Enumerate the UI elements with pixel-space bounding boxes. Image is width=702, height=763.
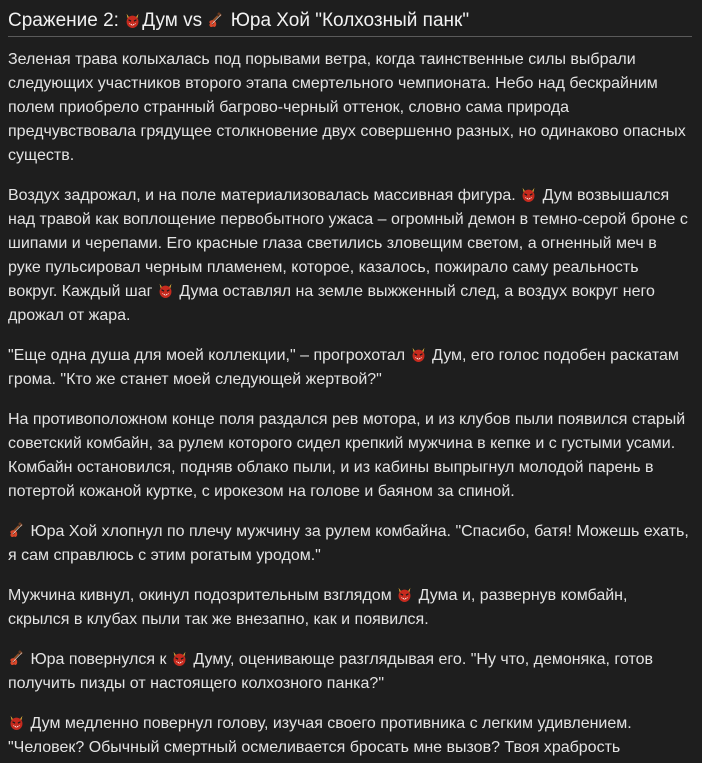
paragraph-8 (8, 712, 692, 760)
paragraph-3-part-2: Дум, его голос подобен раскатам грома. "Кто же станет моей следующей жертвой?" (8, 347, 679, 388)
paragraph-5-part-1: Юра Хой хлопнул по плечу мужчину за рулем комбайна. "Спасибо, батя! Можешь ехать, я сам справлюсь с этим рогатым уродом." (8, 523, 689, 564)
guitar-icon (207, 12, 224, 29)
paragraph-2-part-2: Дум возвышался над травой как воплощение первобытного ужаса – огромный демон в темно-серой броне с шипами и черепами. Его красные глаза светились зловещим светом, а огненный меч в руке пульсировал черным пламенем, которое, казалось, пожирало саму реальность вокруг. Каждый шаг (8, 187, 688, 300)
devil-face-icon (396, 586, 413, 603)
devil-face-icon (124, 12, 141, 29)
paragraph-6-part-1: Мужчина кивнул, окинул подозрительным взглядом (8, 587, 397, 604)
devil-face-icon (410, 346, 427, 363)
devil-face-icon (171, 650, 188, 667)
story-content (8, 37, 692, 760)
paragraph-7-part-2: Думу, оценивающе разглядывая его. "Ну что, демоняка, готов получить пизды от настоящего колхозного панка?" (8, 651, 654, 692)
paragraph-5 (8, 520, 692, 568)
guitar-icon (8, 522, 25, 539)
paragraph-7-part-1: Юра повернулся к (26, 651, 171, 668)
heading-prefix: Сражение 2: (8, 10, 125, 31)
devil-face-icon (520, 186, 537, 203)
devil-face-icon (157, 282, 174, 299)
paragraph-4: На противоположном конце поля раздался рев мотора, и из клубов пыли появился старый советский комбайн, за рулем которого сидел крепкий мужчина в кепке и с густыми усами. Комбайн остановился, подняв облако пыли, и из кабины выпрыгнул молодой парень в потертой кожаной куртке, с ирокезом на голове и баяном за спиной. (8, 411, 686, 500)
paragraph-6-part-2: Дума и, развернув комбайн, скрылся в клубах пыли так же внезапно, как и появился. (8, 587, 628, 628)
heading-fighter1: Дум (142, 10, 178, 31)
devil-face-icon (8, 714, 25, 731)
paragraph-2-part-3: Дума оставлял на земле выжженный след, а воздух вокруг него дрожал от жара. (8, 283, 655, 324)
paragraph-2-part-1: Воздух задрожал, и на поле материализовалась массивная фигура. (8, 187, 521, 204)
paragraph-3 (8, 344, 692, 392)
paragraph-6 (8, 584, 692, 632)
paragraph-2 (8, 184, 692, 328)
heading-vs: vs (177, 10, 208, 31)
guitar-icon (8, 650, 25, 667)
paragraph-8-part-1: Дум медленно повернул голову, изучая своего противника с легким удивлением. "Человек? Обычный смертный осмеливается бросать мне вызов? Твоя храбрость (8, 715, 632, 756)
paragraph-3-part-1: "Еще одна душа для моей коллекции," – прогрохотал (8, 347, 410, 364)
heading-fighter2: Юра Хой "Колхозный панк" (225, 10, 470, 31)
paragraph-1: Зеленая трава колыхалась под порывами ветра, когда таинственные силы выбрали следующих участников второго этапа смертельного чемпионата. Небо над бескрайним полем приобрело странный багрово-черный оттенок, словно сама природа предчувствовала грядущее столкновение двух совершенно разных, но одинаково опасных существ. (8, 51, 686, 164)
paragraph-7 (8, 648, 692, 696)
battle-heading (8, 0, 692, 37)
